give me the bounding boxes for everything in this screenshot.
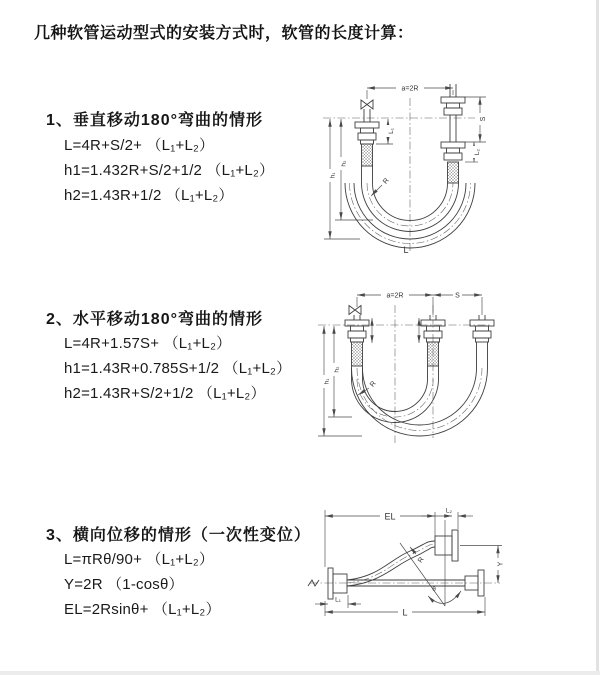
dim-label-a2r: a=2R (386, 292, 404, 300)
braid-section (362, 144, 373, 166)
formula-line: EL=2Rsinθ+ （L₁+L₂） (64, 601, 221, 618)
section1-formulas (64, 133, 274, 208)
formula-line: h1=1.432R+S/2+1/2 （L₁+L₂） (64, 162, 275, 179)
dim-label-r: R (369, 380, 378, 389)
dim-label-h2: h₂ (333, 366, 341, 373)
formula-line: h2=1.43R+S/2+1/2 （L₁+L₂） (64, 385, 266, 402)
dim-label-s: S (480, 116, 487, 122)
page-edge-bottom (0, 671, 600, 675)
dim-label-l: L (402, 607, 408, 618)
u-bend-arcs (352, 368, 488, 436)
dimension-lines (324, 83, 487, 239)
dim-label-r: R (417, 556, 426, 565)
dim-label-l: L (403, 245, 409, 255)
diagram-horizontal-180-bend (312, 283, 593, 470)
dim-label-y: Y (497, 561, 505, 567)
left-fitting (355, 109, 379, 183)
section3-heading: 3、横向位移的情形（一次性变位） (46, 527, 311, 544)
page-edge-right (596, 0, 599, 675)
dimension-lines (318, 290, 482, 436)
section1-heading: 1、垂直移动180°弯曲的情形 (46, 112, 263, 129)
dim-label-h1: h₁ (329, 172, 337, 179)
valve-bowtie-icon (361, 100, 373, 109)
right-fitting-moved-position (470, 315, 494, 368)
dim-label-l1: L₁ (335, 596, 341, 604)
formula-line: h1=1.43R+0.785S+1/2 （L₁+L₂） (64, 360, 292, 377)
section3-formulas (64, 547, 221, 622)
dim-label-h1: h₁ (323, 378, 331, 385)
upper-flange-displaced (435, 530, 458, 561)
dim-label-h2: h₂ (340, 160, 348, 167)
left-flange (328, 568, 347, 599)
dim-label-s: S (455, 292, 460, 300)
section2-heading: 2、水平移动180°弯曲的情形 (46, 311, 263, 328)
formula-line: h2=1.43R+1/2 （L₁+L₂） (64, 187, 234, 204)
dim-label-r: R (382, 177, 391, 186)
dim-label-l2: L₂ (445, 507, 453, 515)
dimension-lines (315, 507, 505, 618)
formula-line: L=πRθ/90+ （L₁+L₂） (64, 551, 215, 568)
valve-bowtie-icon (349, 306, 361, 315)
centerlines (318, 305, 492, 443)
formula-line: Y=2R （1-cosθ） (64, 576, 184, 593)
right-fitting-two-positions (441, 84, 465, 183)
formula-line: L=4R+1.57S+ （L₁+L₂） (64, 335, 232, 352)
dim-label-el: EL (384, 511, 396, 522)
diagram-lateral-displacement (300, 496, 598, 628)
dim-label-theta: θ (432, 586, 436, 593)
axis-break-mark (308, 580, 319, 586)
section2-formulas (64, 331, 291, 406)
dim-label-a2r: a=2R (401, 85, 419, 93)
diagram-vertical-180-bend (315, 78, 593, 254)
dim-label-l2: L₂ (474, 148, 481, 156)
page-title: 几种软管运动型式的安装方式时，软管的长度计算： (34, 25, 414, 42)
braid-section (352, 342, 363, 366)
braid-section (428, 342, 439, 366)
dim-label-l1: L₁ (388, 128, 395, 134)
braid-section (448, 162, 459, 183)
hose-drawing (308, 530, 484, 599)
formula-line: L=4R+S/2+ （L₁+L₂） (64, 137, 215, 154)
